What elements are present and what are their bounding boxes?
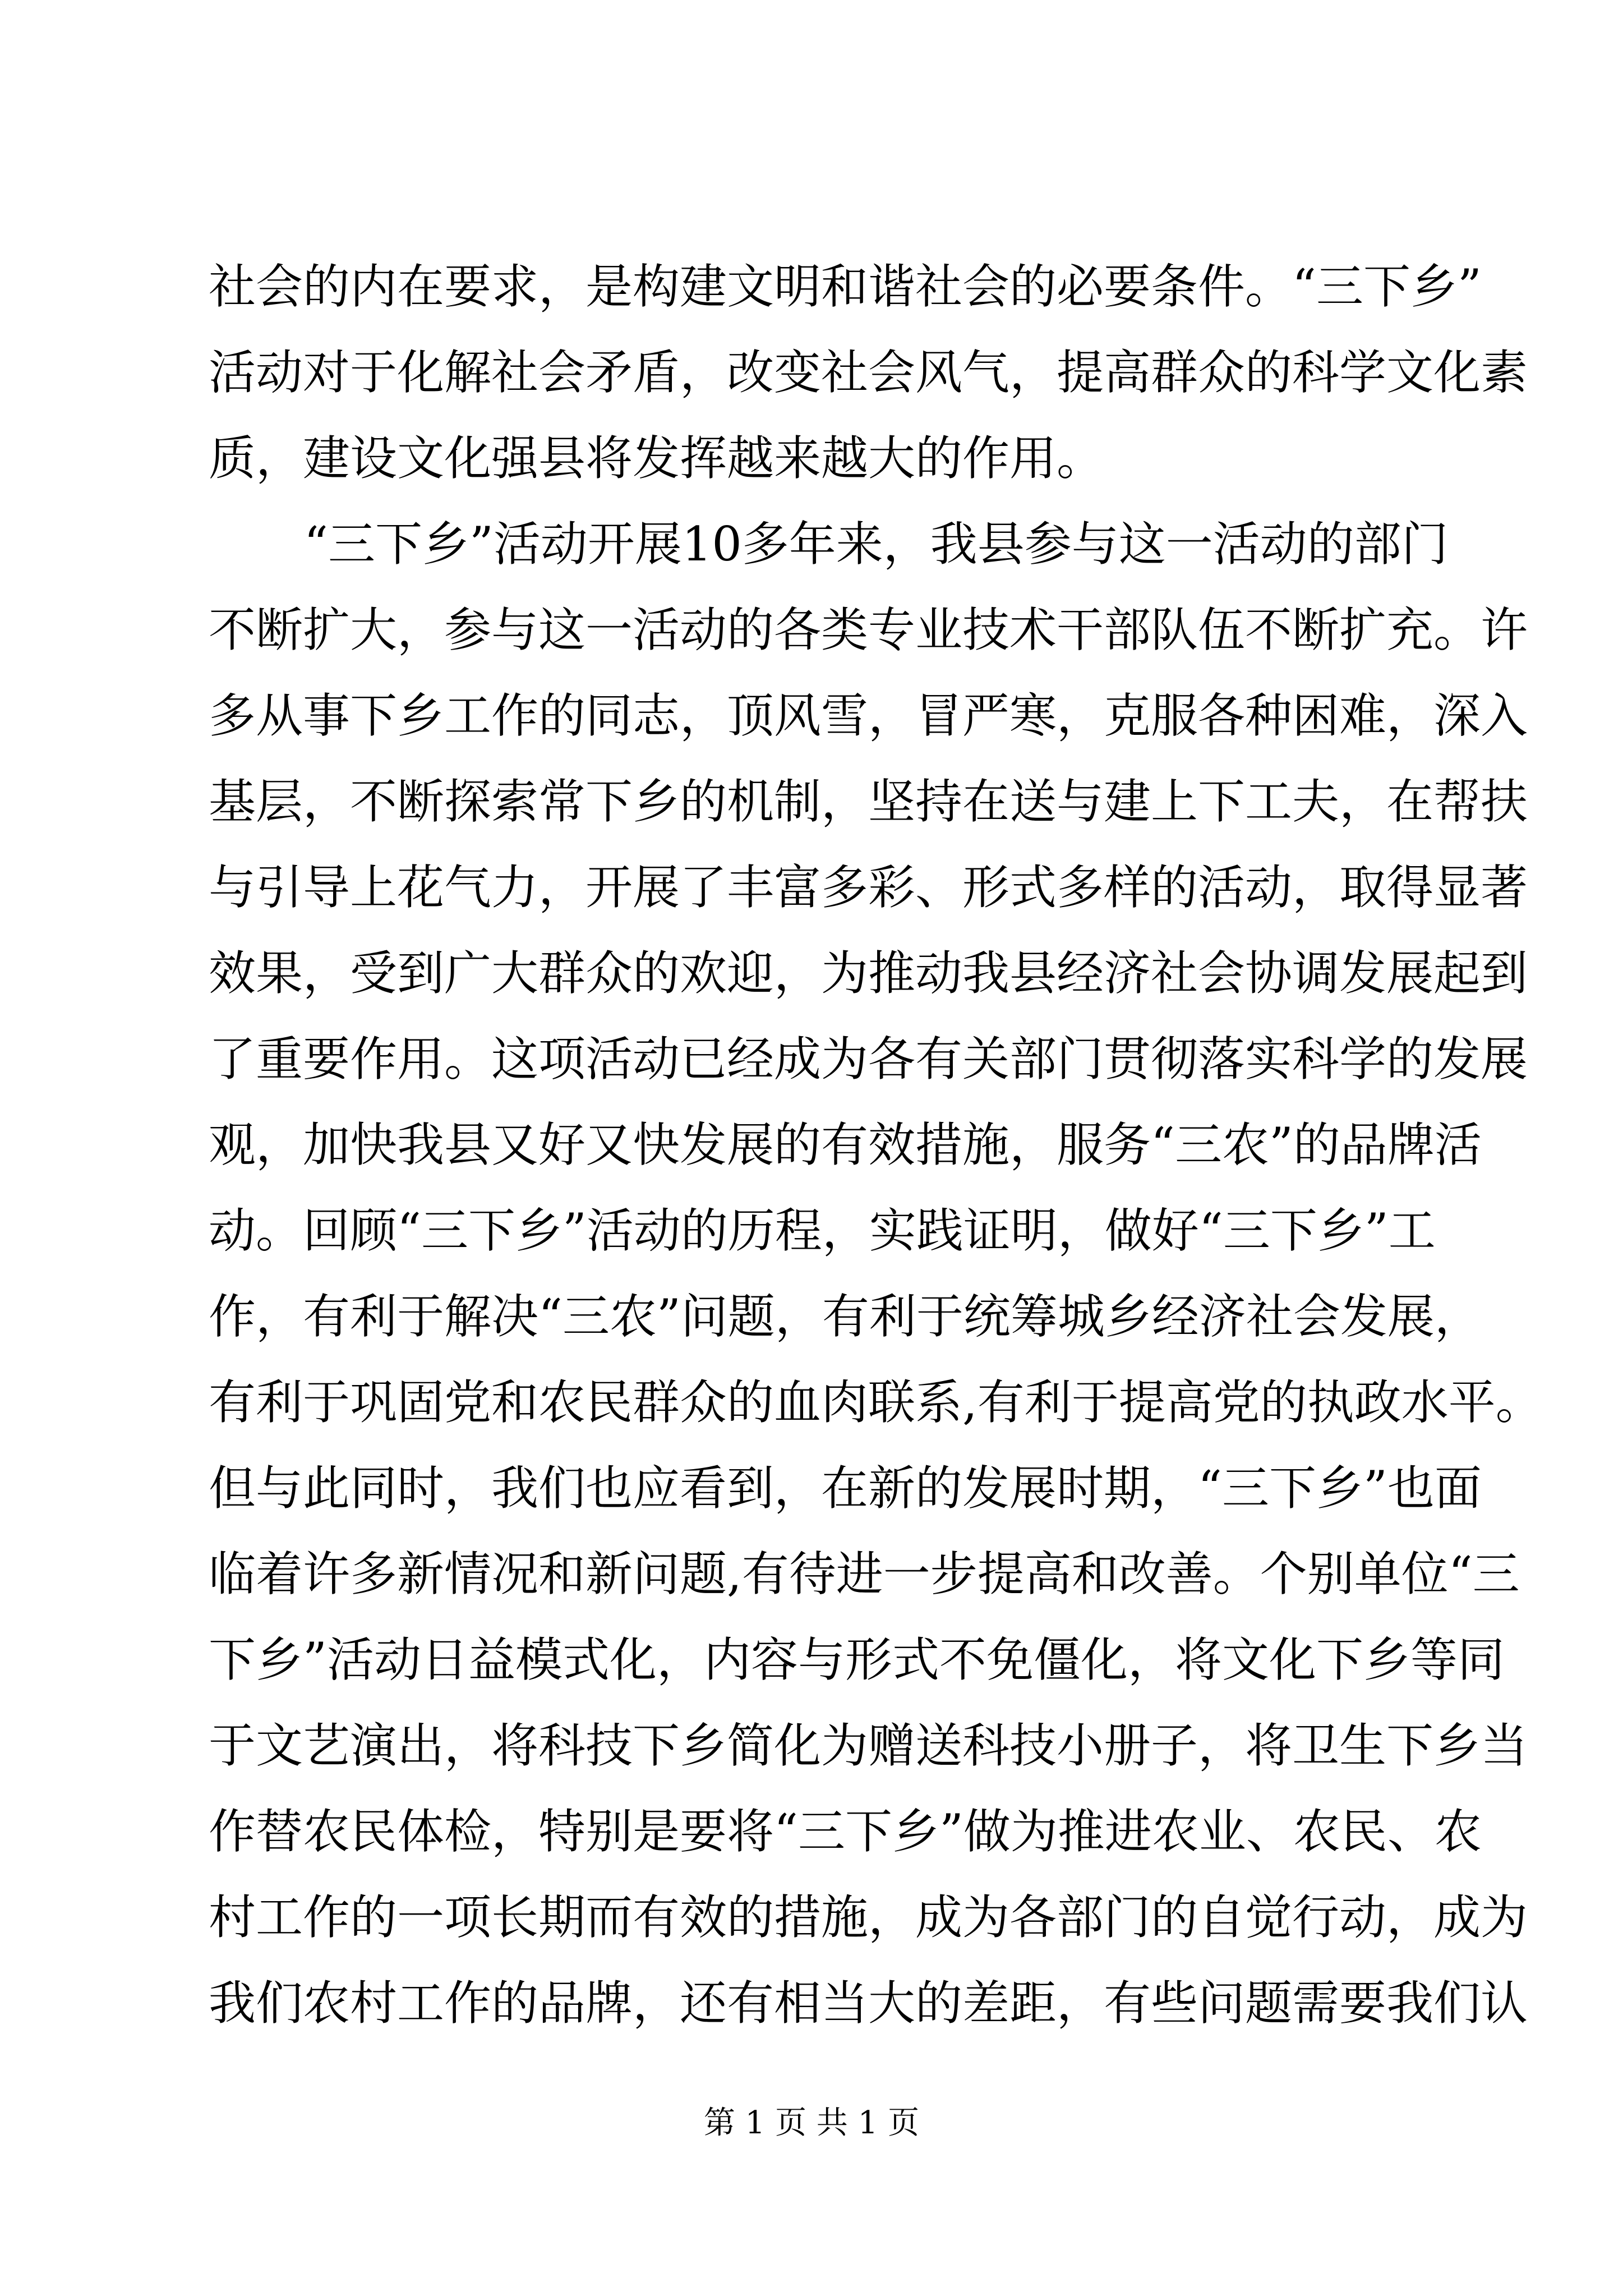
- paragraph-1: [209, 244, 1528, 501]
- text-line: 多从事下乡工作的同志，顶风雪，冒严寒，克服各种困难，深入: [209, 688, 1528, 743]
- text-line: 下乡”活动日益模式化，内容与形式不免僵化，将文化下乡等同: [209, 1632, 1505, 1687]
- text-line: “三下乡”活动开展10多年来，我县参与这一活动的部门: [304, 517, 1449, 572]
- text-line: 质，建设文化强县将发挥越来越大的作用。: [209, 431, 1104, 486]
- text-line: 不断扩大，参与这一活动的各类专业技术干部队伍不断扩充。许: [209, 602, 1528, 657]
- paragraph-2: [209, 501, 1543, 2046]
- text-line: 活动对于化解社会矛盾，改变社会风气，提高群众的科学文化素: [209, 345, 1528, 400]
- document-body: [209, 244, 1543, 2046]
- text-line: 效果，受到广大群众的欢迎，为推动我县经济社会协调发展起到: [209, 946, 1528, 1001]
- text-line: 有利于巩固党和农民群众的血肉联系,有利于提高党的执政水平。: [209, 1375, 1543, 1430]
- text-line: 动。回顾“三下乡”活动的历程，实践证明，做好“三下乡”工: [209, 1203, 1436, 1258]
- text-line: 于文艺演出，将科技下乡简化为赠送科技小册子，将卫生下乡当: [209, 1718, 1528, 1773]
- text-line: 作替农民体检，特别是要将“三下乡”做为推进农业、农民、农: [209, 1804, 1482, 1859]
- text-line: 了重要作用。这项活动已经成为各有关部门贯彻落实科学的发展: [209, 1032, 1528, 1087]
- text-line: 基层，不断探索常下乡的机制，坚持在送与建上下工夫，在帮扶: [209, 774, 1528, 829]
- text-line: 社会的内在要求，是构建文明和谐社会的必要条件。“三下乡”: [209, 259, 1482, 314]
- text-line: 我们农村工作的品牌，还有相当大的差距，有些问题需要我们认: [209, 1976, 1528, 2031]
- text-line: 作，有利于解决“三农”问题，有利于统筹城乡经济社会发展，: [209, 1289, 1482, 1344]
- page-number-label: 第 1 页 共 1 页: [703, 2105, 920, 2141]
- text-line: 临着许多新情况和新问题,有待进一步提高和改善。个别单位“三: [209, 1547, 1520, 1602]
- text-line: 观，加快我县又好又快发展的有效措施，服务“三农”的品牌活: [209, 1117, 1482, 1172]
- text-line: 与引导上花气力，开展了丰富多彩、形式多样的活动，取得显著: [209, 860, 1528, 915]
- text-line: 村工作的一项长期而有效的措施，成为各部门的自觉行动，成为: [209, 1890, 1528, 1945]
- text-line: 但与此同时，我们也应看到，在新的发展时期，“三下乡”也面: [209, 1461, 1482, 1516]
- page-footer: [0, 2101, 1623, 2146]
